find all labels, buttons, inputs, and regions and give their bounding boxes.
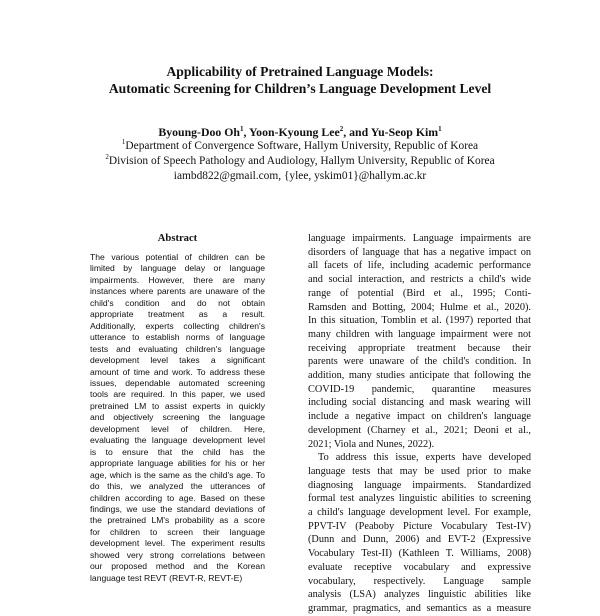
body-text-column <box>308 232 531 616</box>
abstract-line: development level takes a significant <box>90 355 265 366</box>
body-text-line: Vocabulary Test-II) (Kathleen T. Williams, 2008) <box>308 548 531 560</box>
body-text-line: parents were unaware of the child's condition. In <box>308 356 531 368</box>
abstract-line: our proposed method and the Korean <box>90 561 265 572</box>
body-text-line: Ramsden and Botting, 2004; Hulme et al., 2020). <box>308 301 531 313</box>
abstract-line: children according to age. Based on these <box>90 492 265 503</box>
abstract-line: The various potential of children can be <box>90 252 265 262</box>
body-text-line: vocabulary, respectively. Language sample <box>308 575 531 587</box>
abstract-body <box>90 252 265 584</box>
author-list <box>0 125 600 140</box>
abstract-line: do this, we analyzed the utterances of <box>90 481 265 492</box>
abstract-line: tests and evaluating children's language <box>90 343 265 354</box>
abstract-line: issues, dependable automated screening <box>90 377 265 388</box>
author-emails: iambd822@gmail.com, {ylee, yskim01}@hallym.ac.kr <box>173 170 427 182</box>
abstract-line: development level of children. Here, <box>90 423 265 434</box>
author-separator: , <box>243 125 249 139</box>
author-affiliation-mark: 2 <box>339 125 344 134</box>
author-name: Yu-Seop Kim <box>370 125 439 139</box>
abstract-line: appropriate treatment as a result. <box>90 309 265 320</box>
body-text-line: evaluate receptive vocabulary and expressive <box>308 561 531 573</box>
body-text-line: diagnosing language impairments. Standardized <box>308 479 531 491</box>
abstract-line: showed very strong correlations between <box>90 549 265 560</box>
abstract-line: Additionally, experts collecting children's <box>90 320 265 331</box>
body-text-line: In this situation, Tomblin et al. (1997) reported that <box>308 315 531 327</box>
abstract-line: impairments. However, there are many <box>90 274 265 285</box>
body-text-line: range of potential (Bird et al., 1995; Conti- <box>308 287 531 299</box>
paper-title-line-1: Applicability of Pretrained Language Models: <box>166 64 434 79</box>
body-text-line: 2021; Viola and Nunes, 2022). <box>308 438 435 450</box>
abstract-line: findings, we use the standard deviations of <box>90 503 265 514</box>
author-affiliation-mark: 1 <box>438 125 442 134</box>
body-text-line: COVID-19 pandemic, quarantine measures <box>308 383 531 395</box>
abstract-line: appropriate language abilities for his or her <box>90 458 265 469</box>
body-text-line: including social distancing and mask wearing will <box>308 397 531 409</box>
body-text-line: language tests that may be used prior to make <box>308 465 531 477</box>
body-text-line: receiving appropriate treatment because their <box>308 342 531 354</box>
body-text-line: a child's language development level. For example, <box>308 507 531 519</box>
author-separator: , and <box>343 125 371 139</box>
abstract-line: age, which is the same as the child's age. To <box>90 469 265 480</box>
abstract-line: tools are required. In this paper, we used <box>90 389 265 400</box>
abstract-heading: Abstract <box>157 233 198 244</box>
abstract-line: evaluating the language development level <box>90 435 265 446</box>
body-text-line: formal test analyzes linguistic abilities to screening <box>308 493 531 505</box>
affiliation-text: Department of Convergence Software, Hallym University, Republic of Korea <box>125 140 479 152</box>
affiliation-mark: 2 <box>105 153 109 162</box>
abstract-line: limited by language delay or language <box>90 263 265 274</box>
body-text-line: language impairments. Language impairments are <box>308 233 531 244</box>
body-text-line: analysis (LSA) analyzes linguistic abilities like <box>308 589 531 601</box>
affiliation-1 <box>0 139 600 154</box>
body-text-line: addition, many studies anticipate that following the <box>308 370 531 382</box>
abstract-line: language test REVT (REVT-R, REVT-E) <box>90 572 243 583</box>
author-affiliation-mark: 1 <box>240 125 244 134</box>
abstract-line: utterance to establish norms of language <box>90 332 265 343</box>
paper-title-line-2: Automatic Screening for Children’s Language Development Level <box>108 81 492 96</box>
body-text-line: development (Charney et al., 2021; Deoni et al., <box>308 424 531 436</box>
abstract-line: for children to screen their language <box>90 526 265 537</box>
abstract-line: the pretrained LM's probability as a score <box>90 515 265 526</box>
body-text-line: PPVT-IV (Peaboby Picture Vocabulary Test-IV) <box>308 520 531 532</box>
affiliation-mark: 1 <box>121 138 126 147</box>
abstract-line: development level. The experiment results <box>90 538 265 549</box>
body-text-line: many children with language impairment were not <box>308 328 531 340</box>
body-text-line: include a negative impact on children's language <box>308 411 531 423</box>
body-text-line: and social interaction, and restricts a child's wide <box>308 274 531 286</box>
body-text-line: all facets of life, including academic performance <box>308 260 531 272</box>
affiliation-2 <box>0 154 600 169</box>
abstract-line: is to ensure that the child has the <box>90 446 265 457</box>
abstract-line: pretrained LM to assist experts in quickly <box>90 400 265 411</box>
body-text-line: To address this issue, experts have developed <box>318 452 531 464</box>
abstract-line: instances where parents are unaware of the <box>90 286 265 297</box>
body-text-line: disorders of language that has a negative impact on <box>308 246 531 258</box>
abstract-line: amount of time and work. To address these <box>90 366 265 377</box>
abstract-line: child's condition and do not obtain <box>90 297 265 308</box>
affiliation-text: Division of Speech Pathology and Audiology, Hallym University, Republic of Korea <box>108 155 495 167</box>
author-name: Byoung-Doo Oh <box>158 125 240 139</box>
body-text-line: grammar, pragmatics, and semantics as a measure <box>308 602 531 614</box>
author-name: Yoon-Kyoung Lee <box>248 125 340 139</box>
body-text-line: (Dunn and Dunn, 2006) and EVT-2 (Expressive <box>308 534 531 546</box>
abstract-line: and objectively screening the language <box>90 412 265 423</box>
